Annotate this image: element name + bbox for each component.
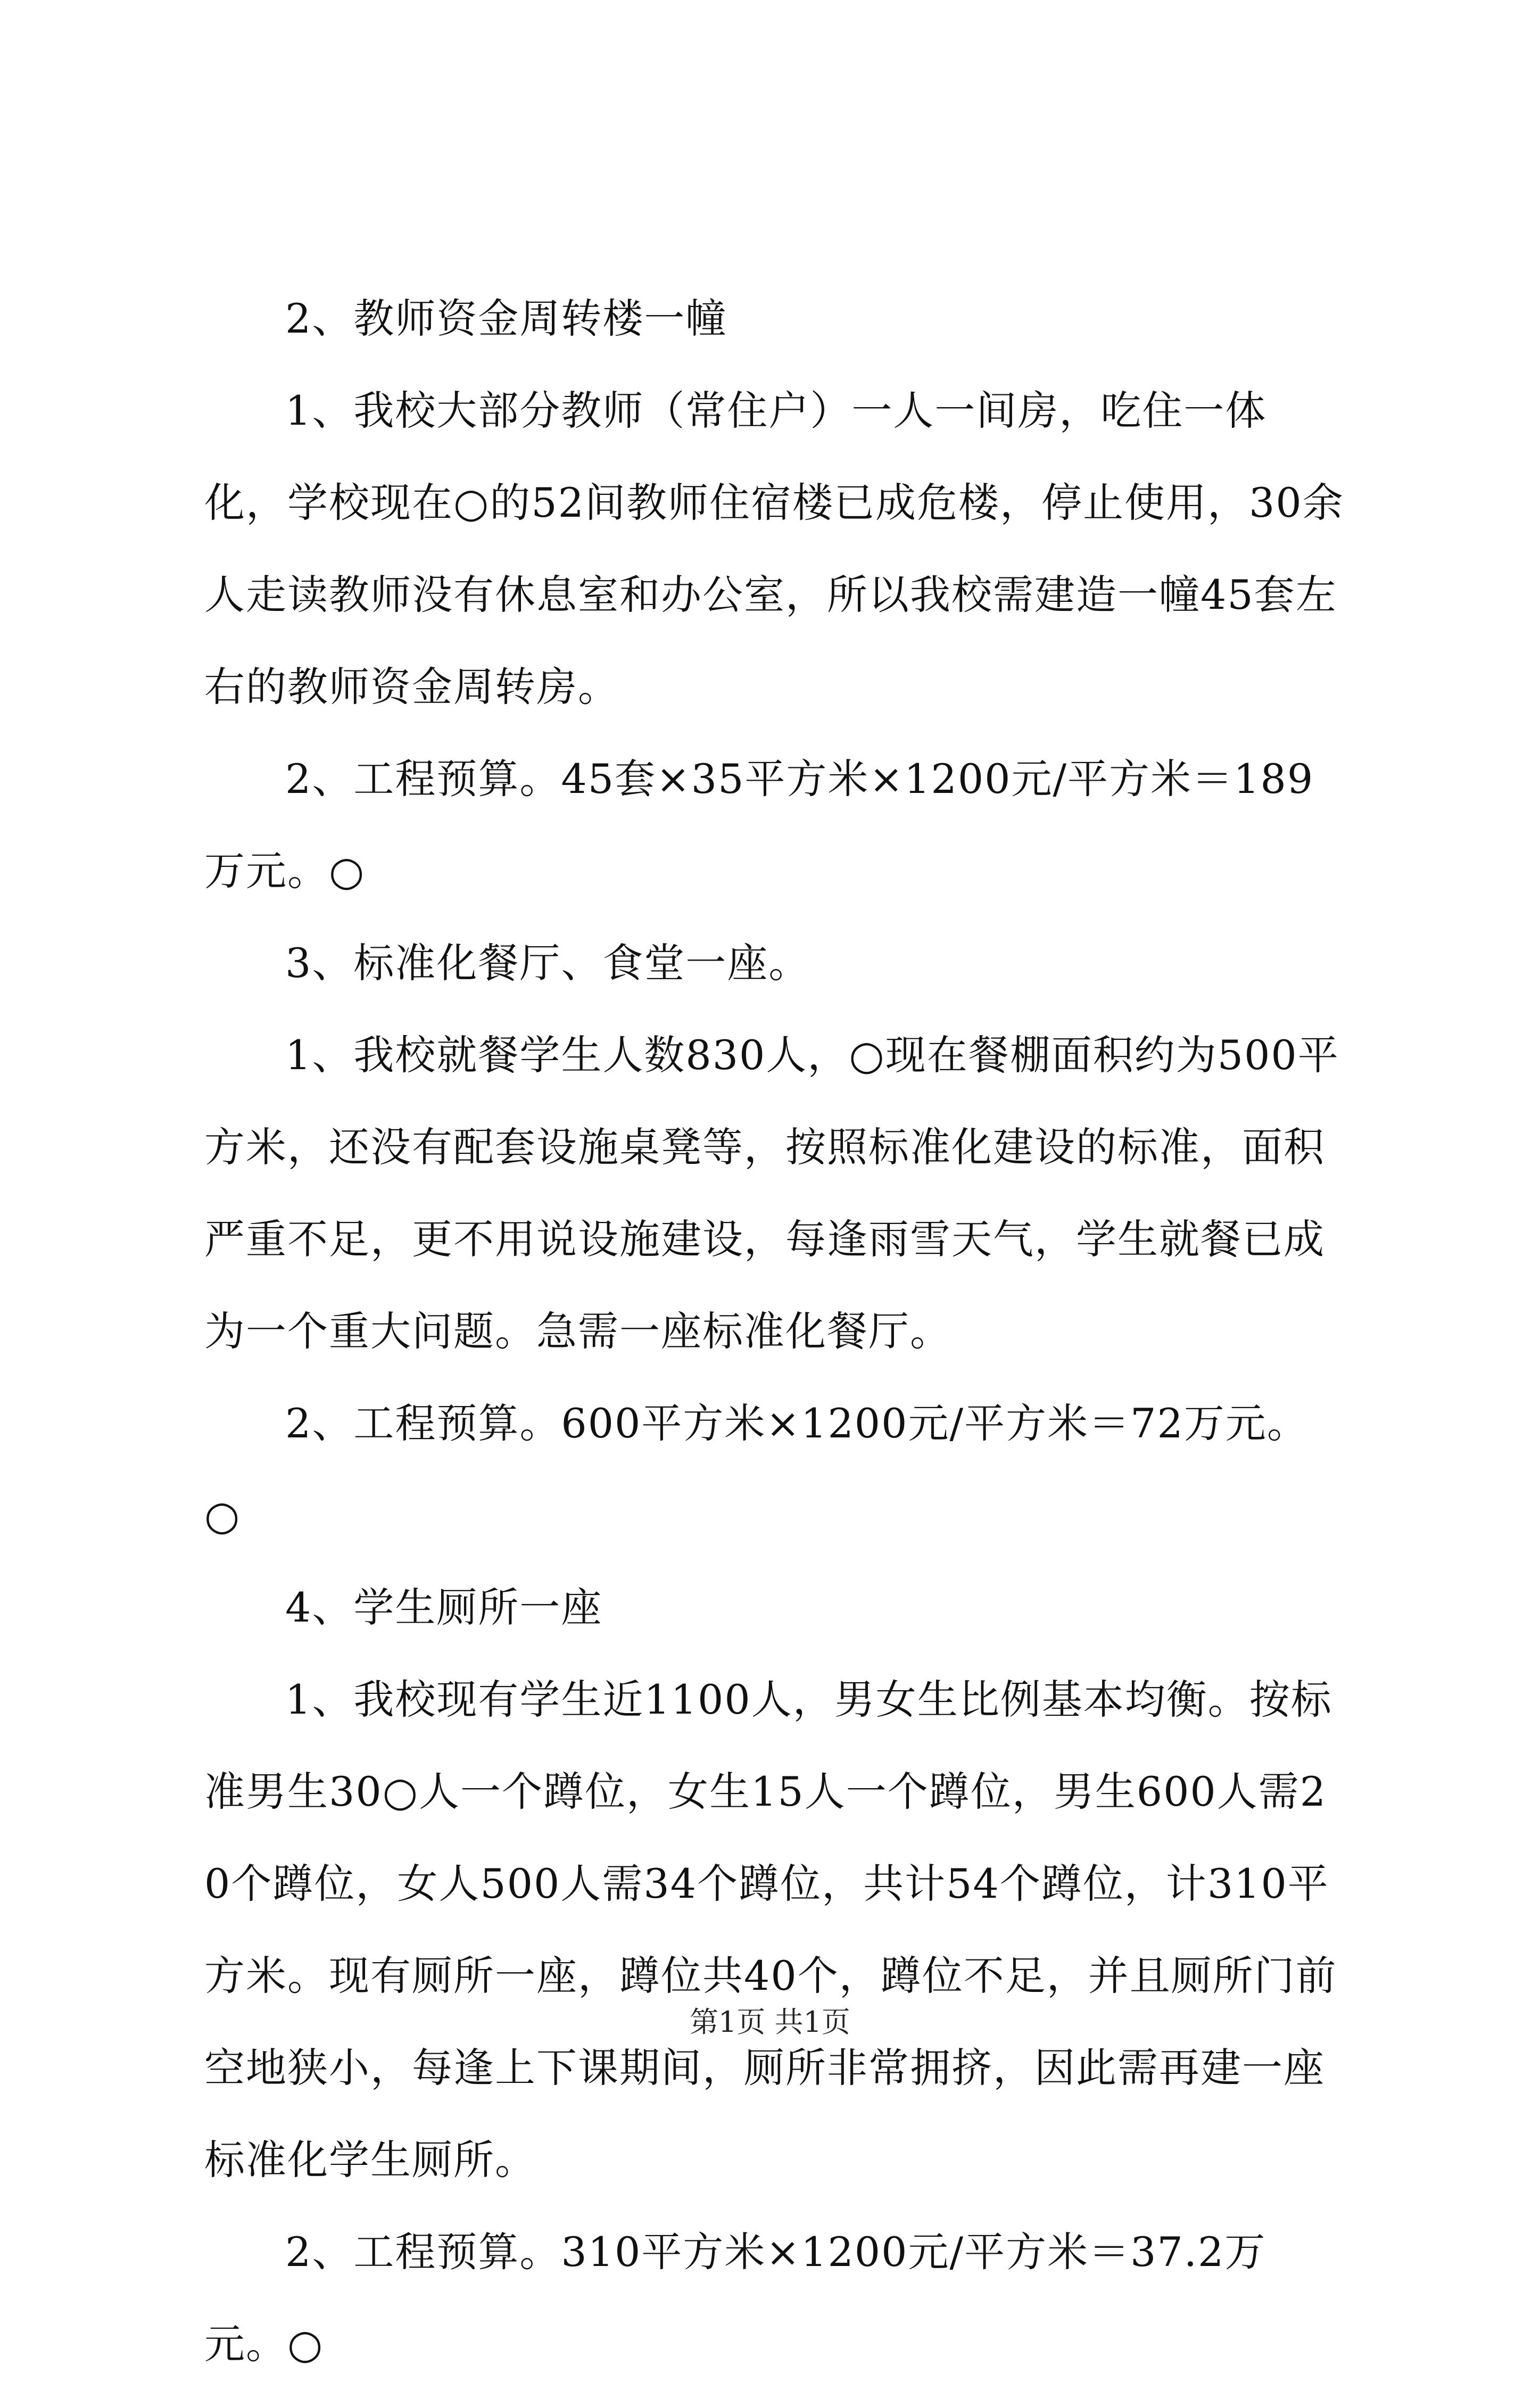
paragraph-teacher-housing-need: 1、我校大部分教师（常住户）一人一间房，吃住一体化，学校现在○的52间教师住宿楼已成危楼，停止使用，30余人走读教师没有休息室和办公室，所以我校需建造一幢45套左右的教师资金周转房。 bbox=[204, 387, 1344, 710]
paragraph-teacher-housing-budget: 2、工程预算。45套×35平方米×1200元/平方米＝189万元。○ bbox=[204, 755, 1314, 895]
section-heading-toilet: 4、学生厕所一座 bbox=[285, 1584, 603, 1631]
document-body bbox=[204, 272, 1344, 2390]
paragraph-toilet-need: 1、我校现有学生近1100人，男女生比例基本均衡。按标准男生30○人一个蹲位，女生15人一个蹲位，男生600人需20个蹲位，女人500人需34个蹲位，共计54个蹲位，计310平方米。现有厕所一座，蹲位共40个，蹲位不足，并且厕所门前空地狭小，每逢上下课期间，厕所非常拥挤，因此需再建一座标准化学生厕所。 bbox=[204, 1676, 1337, 2184]
paragraph-canteen-budget: 2、工程预算。600平方米×1200元/平方米＝72万元。○ bbox=[204, 1400, 1309, 1539]
paragraph-toilet-budget: 2、工程预算。310平方米×1200元/平方米＝37.2万元。○ bbox=[204, 2228, 1266, 2368]
section-heading-canteen: 3、标准化餐厅、食堂一座。 bbox=[285, 939, 810, 987]
page-footer: 第1页 共1页 bbox=[690, 2005, 850, 2039]
paragraph-canteen-need: 1、我校就餐学生人数830人，○现在餐棚面积约为500平方米，还没有配套设施桌凳等，按照标准化建设的标准，面积严重不足，更不用说设施建设，每逢雨雪天气，学生就餐已成为一个重大问题。急需一座标准化餐厅。 bbox=[204, 1031, 1339, 1355]
section-heading-teacher-housing: 2、教师资金周转楼一幢 bbox=[285, 295, 727, 342]
